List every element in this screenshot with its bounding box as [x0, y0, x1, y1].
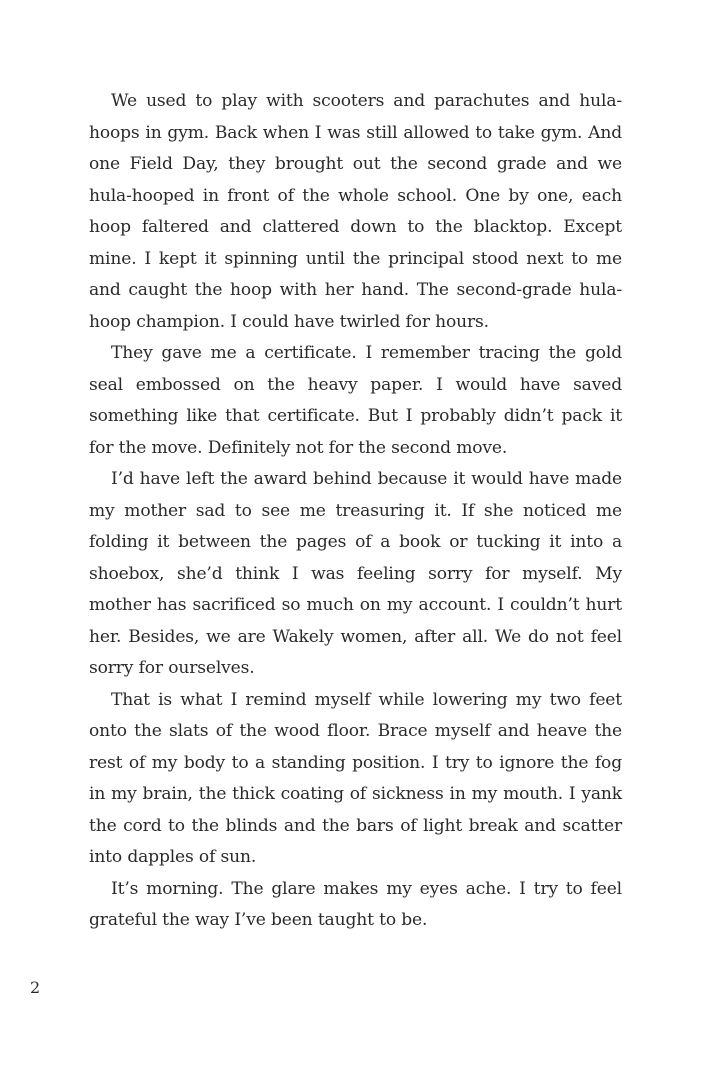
paragraph: It’s morning. The glare makes my eyes ache. I try to feel grateful the way I’ve been taught to be.	[89, 878, 622, 930]
paragraph: That is what I remind myself while lowering my two feet onto the slats of the wood floor. Brace myself and heave the rest of my body to a standing position. I try to ignore the fog in my brain, the thick coating of sickness in my mouth. I yank the cord to the blinds and the bars of light break and scatter into dapples of sun.	[89, 689, 622, 867]
paragraph: I’d have left the award behind because it would have made my mother sad to see me treasuring it. If she noticed me folding it between the pages of a book or tucking it into a shoebox, she’d think I was feeling sorry for myself. My mother has sacrificed so much on my account. I couldn’t hurt her. Besides, we are Wakely women, after all. We do not feel sorry for ourselves.	[89, 469, 622, 678]
page-number: 2	[30, 978, 41, 997]
paragraph: They gave me a certificate. I remember tracing the gold seal embossed on the heavy paper. I would have saved something like that certificate. But I probably didn’t pack it for the move. Definitely not for the second move.	[89, 343, 622, 458]
book-page-body	[89, 86, 622, 937]
paragraph: We used to play with scooters and parachutes and hula-hoops in gym. Back when I was still allowed to take gym. And one Field Day, they brought out the second grade and we hula-hooped in front of the whole school. One by one, each hoop faltered and clattered down to the blacktop. Except mine. I kept it spinning until the principal stood next to me and caught the hoop with her hand. The second-grade hula-hoop champion. I could have twirled for hours.	[89, 91, 622, 332]
